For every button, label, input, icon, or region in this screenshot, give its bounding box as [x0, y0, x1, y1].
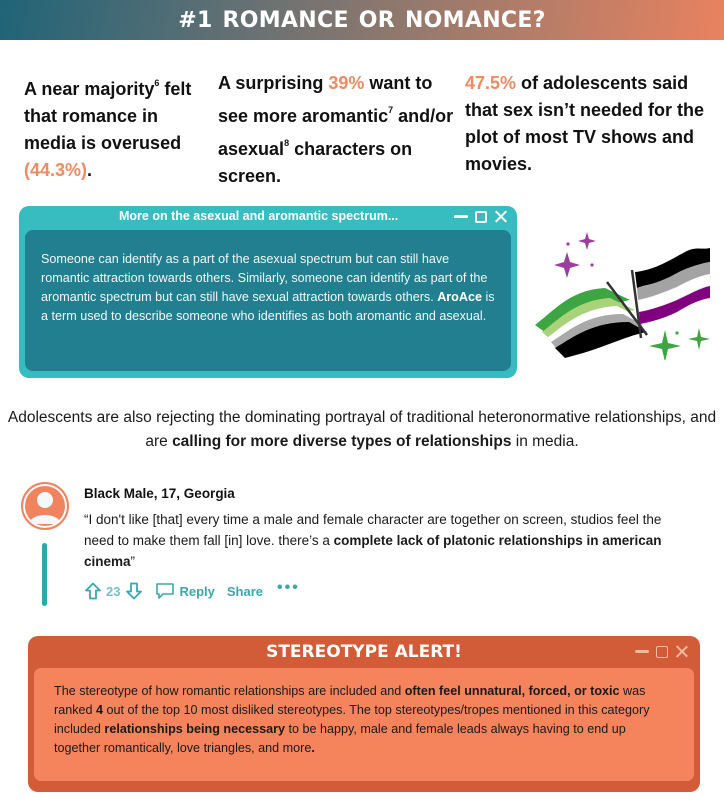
info-text: Someone can identify as a part of the asexual spectrum but can still have romantic attraction towards others. Similarly, someone can identify as part of the aromantic spectrum but can still have sexual attraction towards others. [41, 252, 488, 304]
asexual-flag-icon [632, 248, 710, 338]
info-window-body [25, 230, 511, 371]
reply-button[interactable] [155, 582, 214, 600]
comment-text: “I don't like [that] every time a male and female character are together on screen, studios feel the need to make them fall [in] love. there’s a [84, 512, 662, 548]
comment-text-bold: complete lack of platonic relationships in american cinema [84, 533, 662, 569]
window-controls [635, 645, 688, 658]
footnote-ref: 6 [154, 78, 160, 88]
minimize-icon[interactable] [454, 215, 468, 218]
stat-romance-overused [24, 70, 214, 184]
comment-author: Black Male, 17, Georgia [84, 486, 235, 501]
aromantic-flag-icon [535, 282, 647, 358]
alert-text-bold: . [311, 741, 315, 755]
stat-text: want to see more aromantic [218, 73, 433, 126]
stat-highlight: (44.3%) [24, 160, 88, 180]
comment-bubble-icon [155, 582, 175, 600]
pride-flags-illustration [525, 210, 720, 360]
page-title: #1 ROMANCE OR NOMANCE? [178, 7, 546, 33]
downvote-button[interactable] [125, 582, 143, 600]
footnote-ref: 8 [284, 138, 290, 148]
stat-text: of adolescents said that sex isn’t needed for the plot of most TV shows and movies. [465, 73, 705, 174]
thread-line[interactable] [42, 543, 47, 606]
more-options-button[interactable]: ••• [277, 579, 300, 596]
comment-body [84, 509, 684, 572]
vote-count: 23 [106, 583, 121, 599]
alert-text-bold: 4 [96, 703, 104, 717]
paragraph-text: in media. [511, 433, 579, 450]
stat-highlight: 47.5% [465, 73, 517, 93]
stat-aro-ace-characters [218, 70, 458, 190]
comment-actions [84, 579, 300, 600]
stat-highlight: 39% [328, 73, 365, 93]
comment-text: ” [130, 554, 136, 569]
close-icon[interactable] [494, 210, 507, 223]
maximize-icon[interactable] [475, 211, 487, 223]
maximize-icon[interactable] [656, 646, 668, 658]
arrow-up-icon [84, 582, 102, 600]
alert-text: out of the top 10 most disliked stereotypes. The top stereotypes/tropes mentioned in this category included [54, 703, 650, 736]
arrow-down-icon [125, 582, 143, 600]
stereotype-alert-window [28, 636, 700, 792]
alert-window-title: STEREOTYPE ALERT! [266, 642, 462, 662]
alert-text: was ranked [54, 684, 646, 717]
alert-window-body [34, 668, 694, 781]
relationships-paragraph [0, 406, 724, 454]
info-window-titlebar[interactable] [19, 206, 517, 230]
alert-text-bold: relationships being necessary [104, 722, 286, 736]
close-icon[interactable] [675, 645, 688, 658]
share-button[interactable]: Share [226, 583, 264, 599]
upvote-button[interactable] [84, 582, 102, 600]
stat-sex-not-needed [465, 70, 715, 178]
alert-text-bold: often feel unnatural, forced, or toxic [404, 684, 620, 698]
info-window-title: More on the asexual and aromantic spectrum... [119, 209, 399, 223]
reply-label: Reply [179, 583, 215, 599]
stat-text: A near majority [24, 79, 155, 99]
sparkle-icon [554, 232, 596, 278]
minimize-icon[interactable] [635, 650, 649, 653]
stat-text: and/or asexual [218, 106, 454, 159]
info-window [19, 206, 517, 378]
avatar[interactable] [21, 482, 69, 530]
footnote-ref: 7 [388, 105, 394, 115]
stat-text: A surprising [218, 73, 329, 93]
stat-text: characters on screen. [218, 139, 413, 186]
alert-text: The stereotype of how romantic relationships are included and [54, 684, 405, 698]
stat-text: . [87, 160, 93, 180]
user-icon [23, 484, 67, 528]
window-controls [454, 210, 507, 223]
alert-text: to be happy, male and female leads always having to end up together romantically, love triangles, and more [54, 722, 626, 755]
paragraph-text: Adolescents are also rejecting the dominating portrayal of traditional heteronormative relationships, and are [7, 409, 717, 450]
stat-text: felt that romance in media is overused [24, 79, 192, 153]
info-text: is a term used to describe someone who identifies as both aromantic and asexual. [41, 290, 495, 323]
sparkle-icon [649, 328, 710, 360]
header-banner [0, 0, 724, 40]
paragraph-bold: calling for more diverse types of relationships [172, 433, 512, 450]
info-text-bold: AroAce [437, 290, 482, 304]
